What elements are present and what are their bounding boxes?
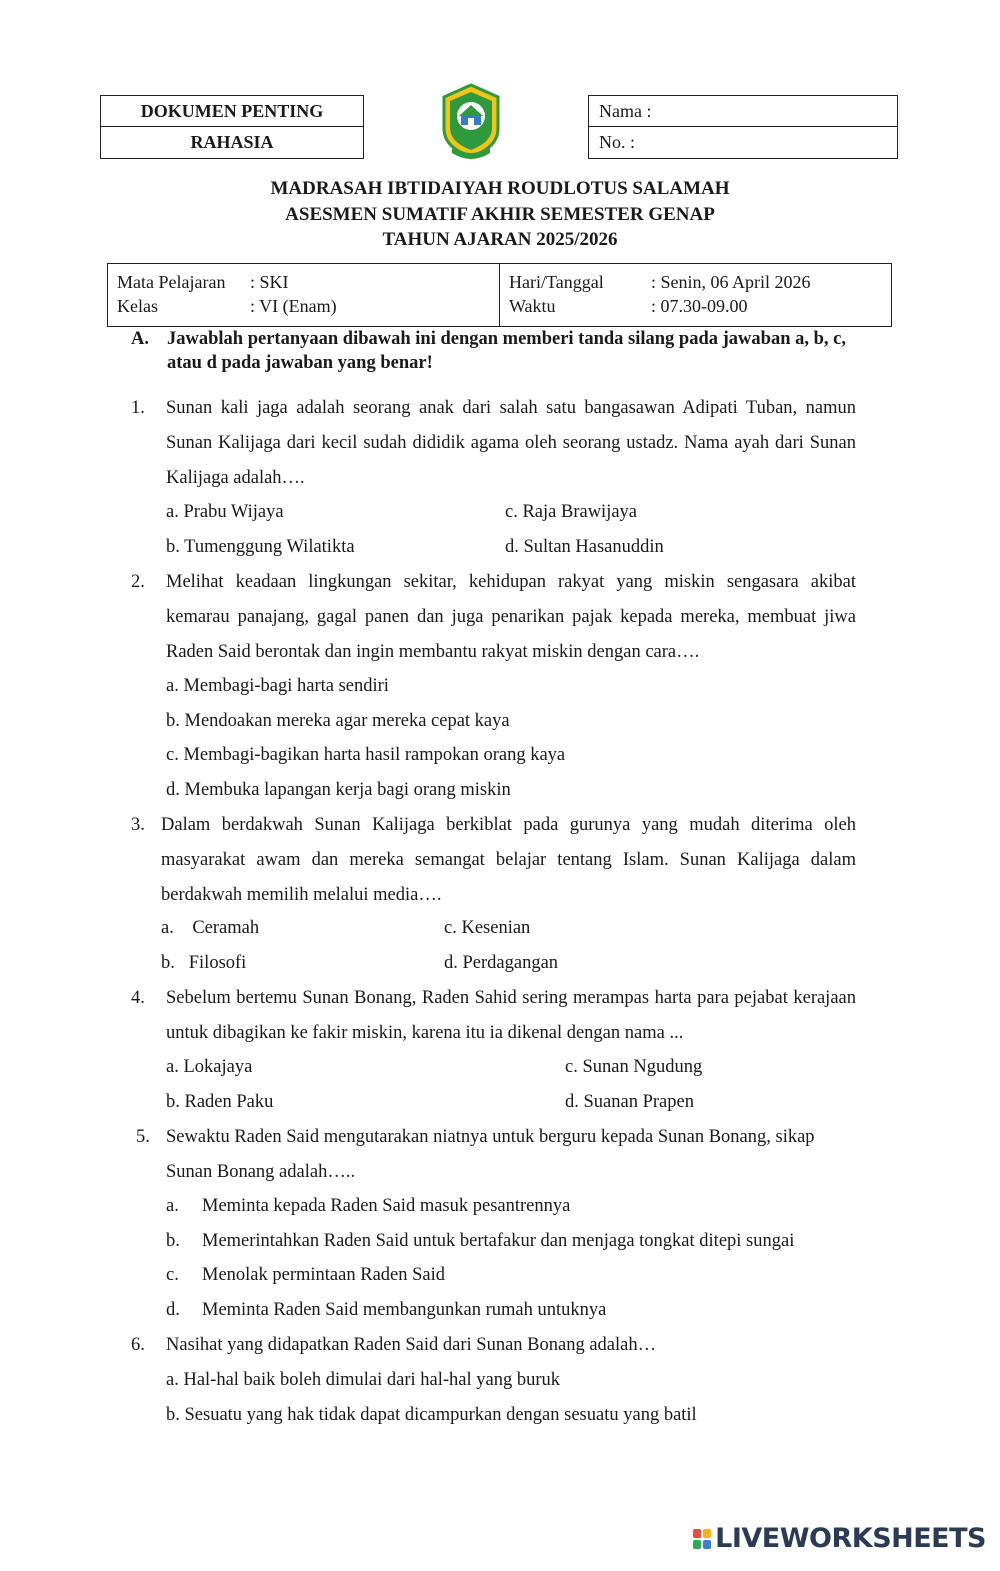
section-instruction bbox=[131, 327, 861, 375]
answer-option[interactable]: b. Raden Paku bbox=[166, 1092, 274, 1112]
academic-year-title: TAHUN AJARAN 2025/2026 bbox=[382, 229, 618, 250]
answer-option[interactable]: c. Membagi-bagikan harta hasil rampokan orang kaya bbox=[166, 745, 566, 765]
answer-option[interactable]: d. Membuka lapangan kerja bagi orang miskin bbox=[166, 780, 511, 800]
answer-option[interactable]: b. Mendoakan mereka agar mereka cepat kaya bbox=[166, 711, 510, 731]
question-text: Melihat keadaan lingkungan sekitar, kehidupan rakyat yang miskin sengasara akibat kemarau panajang, gagal panen dan juga penarikan pajak kepada mereka, membuat jiwa Raden Said berontak dan ingin membantu rakyat miskin dengan cara…. bbox=[166, 572, 856, 662]
answer-option[interactable]: c. Kesenian bbox=[444, 918, 531, 938]
answer-option[interactable]: b. Filosofi bbox=[161, 953, 247, 973]
answer-option[interactable]: a. Ceramah bbox=[161, 918, 260, 938]
question-text: Sunan kali jaga adalah seorang anak dari salah satu bangasawan Adipati Tuban, namun Sunan Kalijaga dari kecil sudah dididik agama oleh seorang ustadz. Nama ayah dari Sunan Kalijaga adalah…. bbox=[166, 398, 856, 488]
question-number: 6. bbox=[131, 1335, 145, 1355]
exam-info-right bbox=[500, 264, 891, 326]
time-label: Waktu bbox=[509, 296, 556, 316]
date-value: : Senin, 06 April 2026 bbox=[651, 272, 811, 292]
document-important-label: DOKUMEN PENTING bbox=[101, 96, 363, 127]
answer-option[interactable]: a. Prabu Wijaya bbox=[166, 502, 284, 522]
liveworksheets-watermark bbox=[693, 1523, 986, 1554]
answer-option[interactable]: d. Sultan Hasanuddin bbox=[505, 537, 664, 557]
question-number: 3. bbox=[131, 815, 145, 835]
exam-info-left bbox=[108, 264, 500, 326]
date-label: Hari/Tanggal bbox=[509, 272, 604, 292]
answer-option[interactable]: Menolak permintaan Raden Said bbox=[202, 1265, 446, 1285]
section-letter: A. bbox=[131, 329, 149, 349]
answer-option[interactable]: a. Lokajaya bbox=[166, 1057, 253, 1077]
answer-option[interactable]: Meminta kepada Raden Said masuk pesantrennya bbox=[202, 1196, 571, 1216]
question-number: 4. bbox=[131, 988, 145, 1008]
answer-option[interactable]: b. Tumenggung Wilatikta bbox=[166, 537, 355, 557]
number-field[interactable]: No. : bbox=[599, 132, 635, 152]
time-value: : 07.30-09.00 bbox=[651, 296, 748, 316]
answer-option[interactable]: b. Sesuatu yang hak tidak dapat dicampurkan dengan sesuatu yang batil bbox=[166, 1405, 697, 1425]
name-field[interactable]: Nama : bbox=[589, 96, 897, 127]
question-text: Nasihat yang didapatkan Raden Said dari Sunan Bonang adalah… bbox=[166, 1335, 657, 1355]
question-text: Dalam berdakwah Sunan Kalijaga berkiblat pada gurunya yang mudah diterima oleh masyarakat awam dan mereka semangat belajar tentang Islam. Sunan Kalijaga dalam berdakwah memilih melalui media…. bbox=[161, 815, 856, 905]
exam-title: ASESMEN SUMATIF AKHIR SEMESTER GENAP bbox=[285, 204, 715, 225]
class-value: : VI (Enam) bbox=[250, 296, 337, 316]
document-status-box bbox=[100, 95, 364, 159]
student-identity-box bbox=[588, 95, 898, 159]
answer-option[interactable]: c. Raja Brawijaya bbox=[505, 502, 638, 522]
question-number: 5. bbox=[136, 1127, 150, 1147]
answer-option[interactable]: d. Suanan Prapen bbox=[565, 1092, 694, 1112]
question-number: 2. bbox=[131, 572, 145, 592]
answer-option-letter: d. bbox=[166, 1300, 180, 1320]
liveworksheets-logo-icon bbox=[693, 1529, 711, 1549]
watermark-text: LIVEWORKSHEETS bbox=[715, 1523, 986, 1554]
school-emblem-icon bbox=[438, 83, 504, 161]
answer-option[interactable]: a. Hal-hal baik boleh dimulai dari hal-hal yang buruk bbox=[166, 1370, 561, 1390]
answer-option-letter: b. bbox=[166, 1231, 180, 1251]
instruction-text: Jawablah pertanyaan dibawah ini dengan memberi tanda silang pada jawaban a, b, c, atau d pada jawaban yang benar! bbox=[167, 329, 846, 373]
answer-option[interactable]: d. Perdagangan bbox=[444, 953, 559, 973]
answer-option[interactable]: Meminta Raden Said membangunkan rumah untuknya bbox=[202, 1300, 607, 1320]
class-label: Kelas bbox=[117, 296, 158, 316]
subject-value: : SKI bbox=[250, 272, 289, 292]
question-number: 1. bbox=[131, 398, 145, 418]
document-secret-label: RAHASIA bbox=[190, 132, 274, 152]
exam-info-table bbox=[107, 263, 892, 327]
school-name-title: MADRASAH IBTIDAIYAH ROUDLOTUS SALAMAH bbox=[270, 178, 730, 199]
subject-label: Mata Pelajaran bbox=[117, 272, 226, 292]
question-text: Sebelum bertemu Sunan Bonang, Raden Sahid sering merampas harta para pejabat kerajaan untuk dibagikan ke fakir miskin, karena itu ia dikenal dengan nama ... bbox=[166, 988, 856, 1043]
question-text: Sewaktu Raden Said mengutarakan niatnya untuk berguru kepada Sunan Bonang, sikap Sunan Bonang adalah….. bbox=[166, 1127, 815, 1182]
answer-option-letter: c. bbox=[166, 1265, 179, 1285]
answer-option[interactable]: Memerintahkan Raden Said untuk bertafakur dan menjaga tongkat ditepi sungai bbox=[202, 1231, 795, 1251]
answer-option[interactable]: a. Membagi-bagi harta sendiri bbox=[166, 676, 389, 696]
answer-option[interactable]: c. Sunan Ngudung bbox=[565, 1057, 703, 1077]
answer-option-letter: a. bbox=[166, 1196, 179, 1216]
school-logo bbox=[438, 83, 504, 161]
